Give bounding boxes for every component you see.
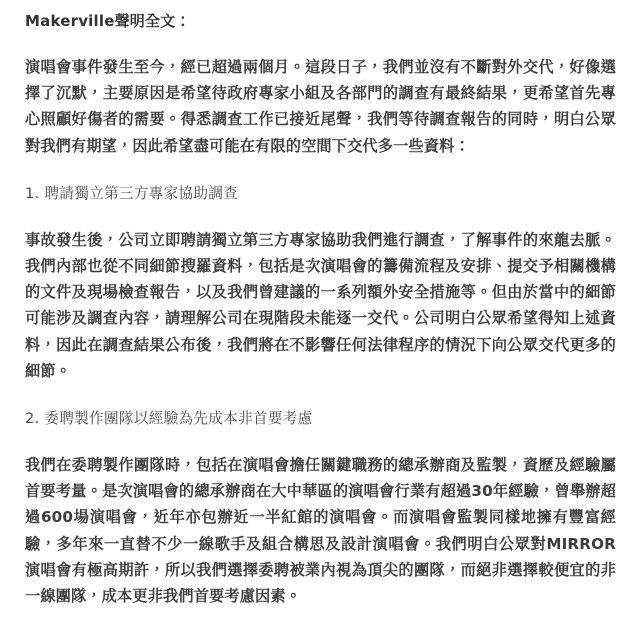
statement-paragraph-section-1: 事故發生後，公司立即聘請獨立第三方專家協助我們進行調查，了解事件的來龍去脈。我們內部也從不同細節搜羅資料，包括是次演唱會的籌備流程及安排、提交予相關機構的文件及現場檢查報告，以及我們曾建議的一系列額外安全措施等。但由於當中的細節可能涉及調查內容，請理解公司在現階段未能逐一交代。公司明白公眾希望得知上述資料，因此在調查結果公布後，我們將在不影響任何法律程序的情況下向公眾交代更多的細節。	[25, 230, 616, 380]
section-heading-1: 1. 聘請獨立第三方專家協助調查	[25, 184, 239, 202]
page-title: Makerville聲明全文：	[25, 12, 191, 30]
statement-paragraph-section-2: 我們在委聘製作團隊時，包括在演唱會擔任關鍵職務的總承辦商及監製，資歷及經驗屬首要考量。是次演唱會的總承辦商在大中華區的演唱會行業有超過30年經驗，曾舉辦超過600場演唱會，近年亦包辦近一半紅館的演唱會。而演唱會監製同樣地擁有豐富經驗，多年來一直替不少一線歌手及組合構思及設計演唱會。我們明白公眾對MIRROR演唱會有極高期許，所以我們選擇委聘被業內視為頂尖的團隊，而絕非選擇較便宜的非一線團隊，成本更非我們首要考慮因素。	[25, 456, 616, 606]
statement-paragraph-intro: 演唱會事件發生至今，經已超過兩個月。這段日子，我們並沒有不斷對外交代，好像選擇了沉默，主要原因是希望待政府專家小組及各部門的調查有最終結果，更希望首先專心照顧好傷者的需要。得悉調查工作已接近尾聲，我們等待調查報告的同時，明白公眾對我們有期望，因此希望盡可能在有限的空間下交代多一些資料：	[25, 58, 616, 155]
section-heading-2: 2. 委聘製作團隊以經驗為先成本非首要考慮	[25, 410, 313, 428]
